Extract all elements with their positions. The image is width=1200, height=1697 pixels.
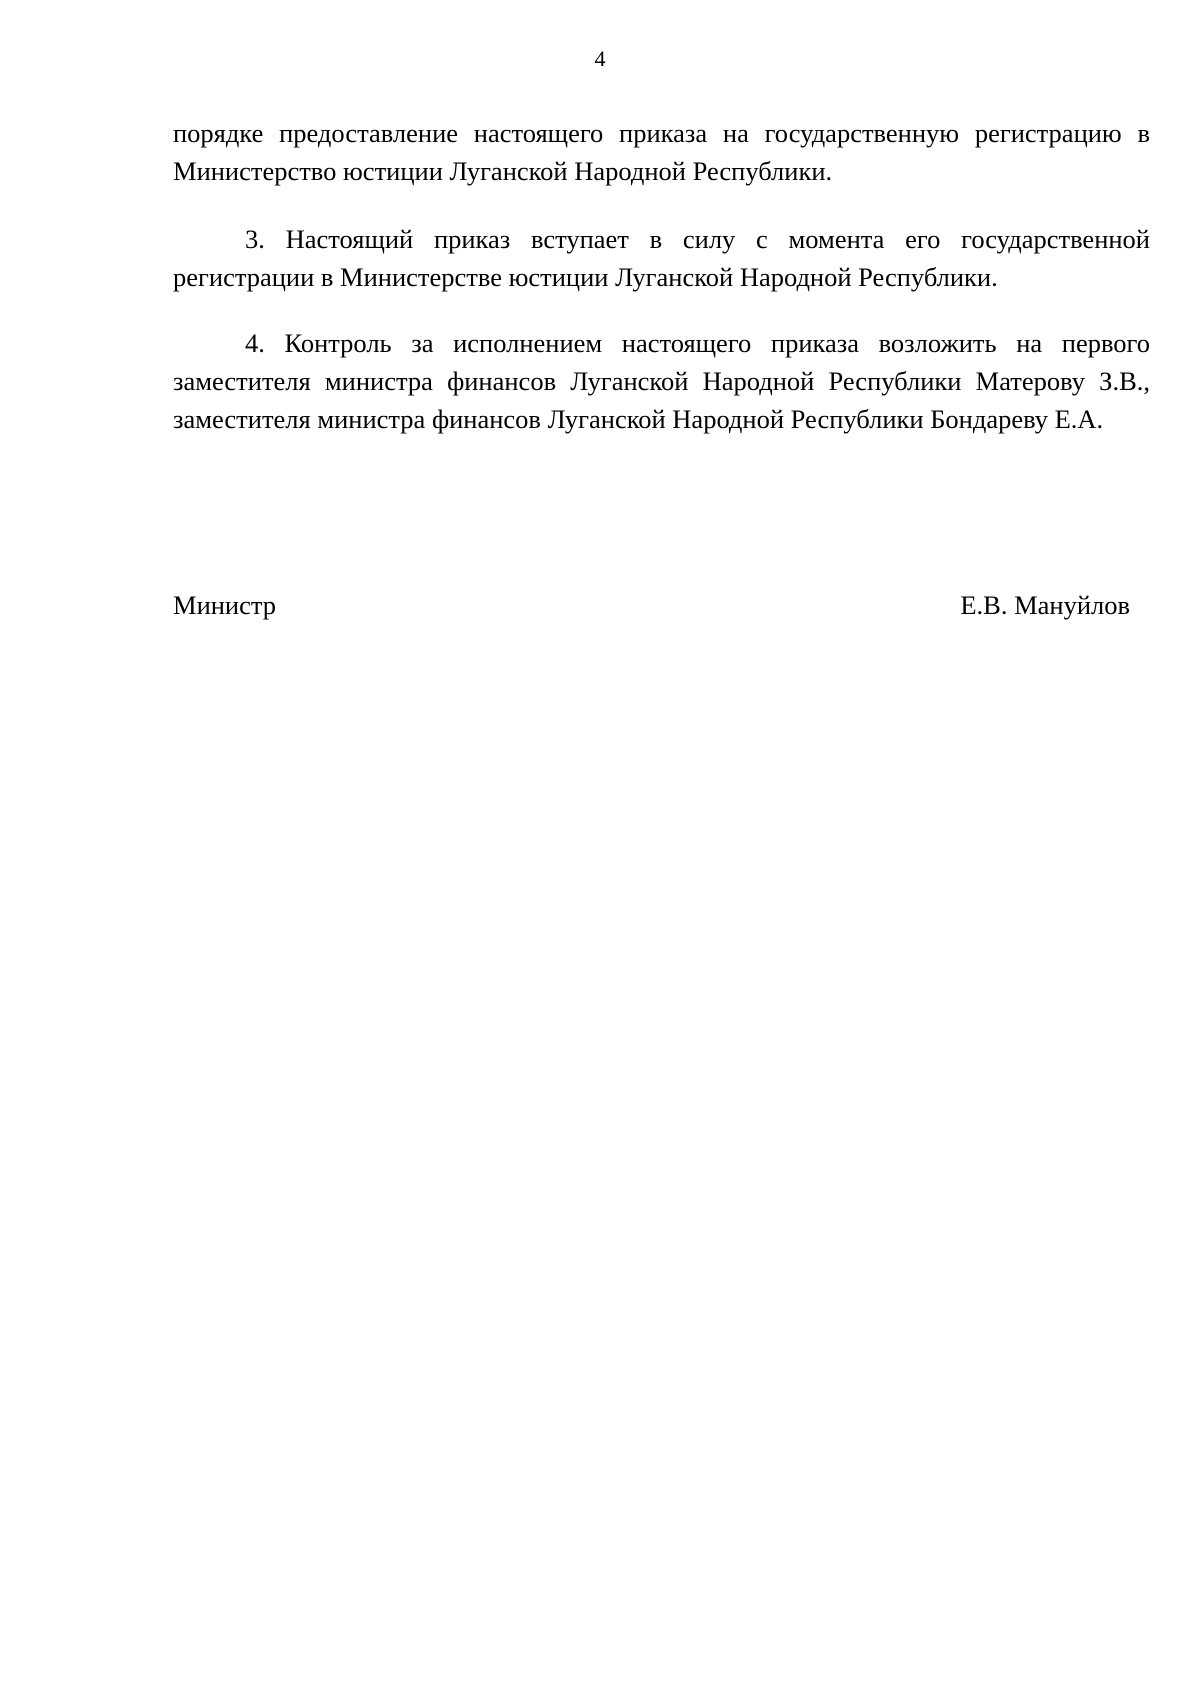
paragraph-item-4: 4. Контроль за исполнением настоящего приказа возложить на первого заместителя министра финансов Луганской Народной Республики Матерову З.В., заместителя министра финансов Луганской Народной Республики Бондареву Е.А. <box>173 328 1150 434</box>
signature-block <box>173 586 1130 626</box>
signatory-title: Министр <box>173 590 277 620</box>
paragraph-item-3: 3. Настоящий приказ вступает в силу с момента его государственной регистрации в Министерстве юстиции Луганской Народной Республики. <box>173 224 1150 292</box>
signatory-name: Е.В. Мануйлов <box>960 590 1130 620</box>
page-number: 4 <box>594 46 606 71</box>
paragraph-continuation: порядке предоставление настоящего приказа на государственную регистрацию в Министерство юстиции Луганской Народной Республики. <box>173 118 1150 186</box>
